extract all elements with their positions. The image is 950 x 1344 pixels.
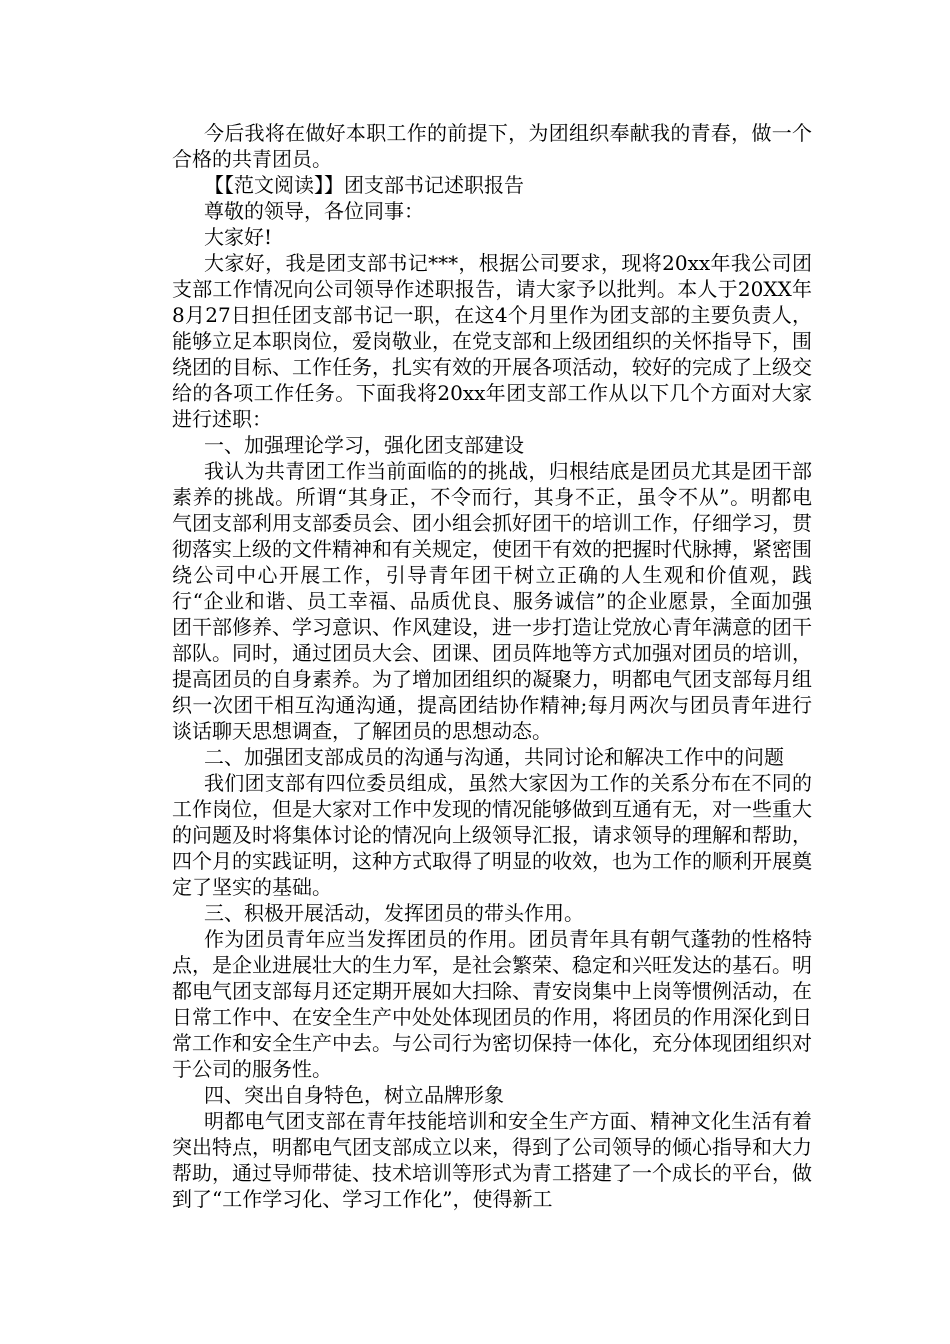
section-heading-2: 二、加强团支部成员的沟通与沟通，共同讨论和解决工作中的问题 — [204, 745, 784, 769]
paragraph-section-4: 明都电气团支部在青年技能培训和安全生产方面、精神文化生活有着突出特点，明都电气团支部成立以来，得到了公司领导的倾心指导和大力帮助，通过导师带徒、技术培训等形式为青工搭建了一个成长的平台，做到了“工作学习化、学习工作化”，使得新工 — [172, 1109, 812, 1211]
paragraph-introduction: 大家好，我是团支部书记***，根据公司要求，现将20xx年我公司团支部工作情况向公司领导作述职报告，请大家予以批判。本人于20XX年8月27日担任团支部书记一职，在这4个月里作为团支部的主要负责人，能够立足本职岗位，爱岗敬业，在党支部和上级团组织的关怀指导下，围绕团的目标、工作任务，扎实有效的开展各项活动，较好的完成了上级交给的各项工作任务。下面我将20xx年团支部工作从以下几个方面对大家进行述职： — [172, 251, 812, 431]
paragraph-section-2: 我们团支部有四位委员组成，虽然大家因为工作的关系分布在不同的工作岗位，但是大家对工作中发现的情况能够做到互通有无，对一些重大的问题及时将集体讨论的情况向上级领导汇报，请求领导的理解和帮助，四个月的实践证明，这种方式取得了明显的收效，也为工作的顺利开展奠定了坚实的基础。 — [172, 771, 812, 899]
document-body — [172, 120, 812, 1212]
paragraph-closing-remark: 今后我将在做好本职工作的前提下，为团组织奉献我的青春，做一个合格的共青团员。 — [172, 121, 812, 171]
section-heading-4: 四、突出自身特色，树立品牌形象 — [204, 1083, 504, 1107]
section-heading-3: 三、积极开展活动，发挥团员的带头作用。 — [204, 901, 584, 925]
paragraph-section-3: 作为团员青年应当发挥团员的作用。团员青年具有朝气蓬勃的性格特点，是企业进展壮大的生力军，是社会繁荣、稳定和兴旺发达的基石。明都电气团支部每月还定期开展如大扫除、青安岗集中上岗等惯例活动，在日常工作中、在安全生产中处处体现团员的作用，将团员的作用深化到日常工作和安全生产中去。与公司行为密切保持一体化，充分体现团组织对于公司的服务性。 — [172, 927, 812, 1081]
sample-title: 【【范文阅读】】团支部书记述职报告 — [204, 173, 524, 197]
paragraph-section-1: 我认为共青团工作当前面临的的挑战，归根结底是团员尤其是团干部素养的挑战。所谓“其身正，不令而行，其身不正，虽令不从”。明都电气团支部利用支部委员会、团小组会抓好团干的培训工作，仔细学习，贯彻落实上级的文件精神和有关规定，使团干有效的把握时代脉搏，紧密围绕公司中心开展工作，引导青年团干树立正确的人生观和价值观，践行“企业和谐、员工幸福、品质优良、服务诚信”的企业愿景，全面加强团干部修养、学习意识、作风建设，进一步打造让党放心青年满意的团干部队。同时，通过团员大会、团课、团员阵地等方式加强对团员的培训，提高团员的自身素养。为了增加团组织的凝聚力，明都电气团支部每月组织一次团干相互沟通沟通，提高团结协作精神;每月两次与团员青年进行谈话聊天思想调查，了解团员的思想动态。 — [172, 459, 812, 743]
greeting: 大家好! — [204, 225, 273, 249]
salutation: 尊敬的领导，各位同事： — [204, 199, 424, 223]
section-heading-1: 一、加强理论学习，强化团支部建设 — [204, 433, 524, 457]
